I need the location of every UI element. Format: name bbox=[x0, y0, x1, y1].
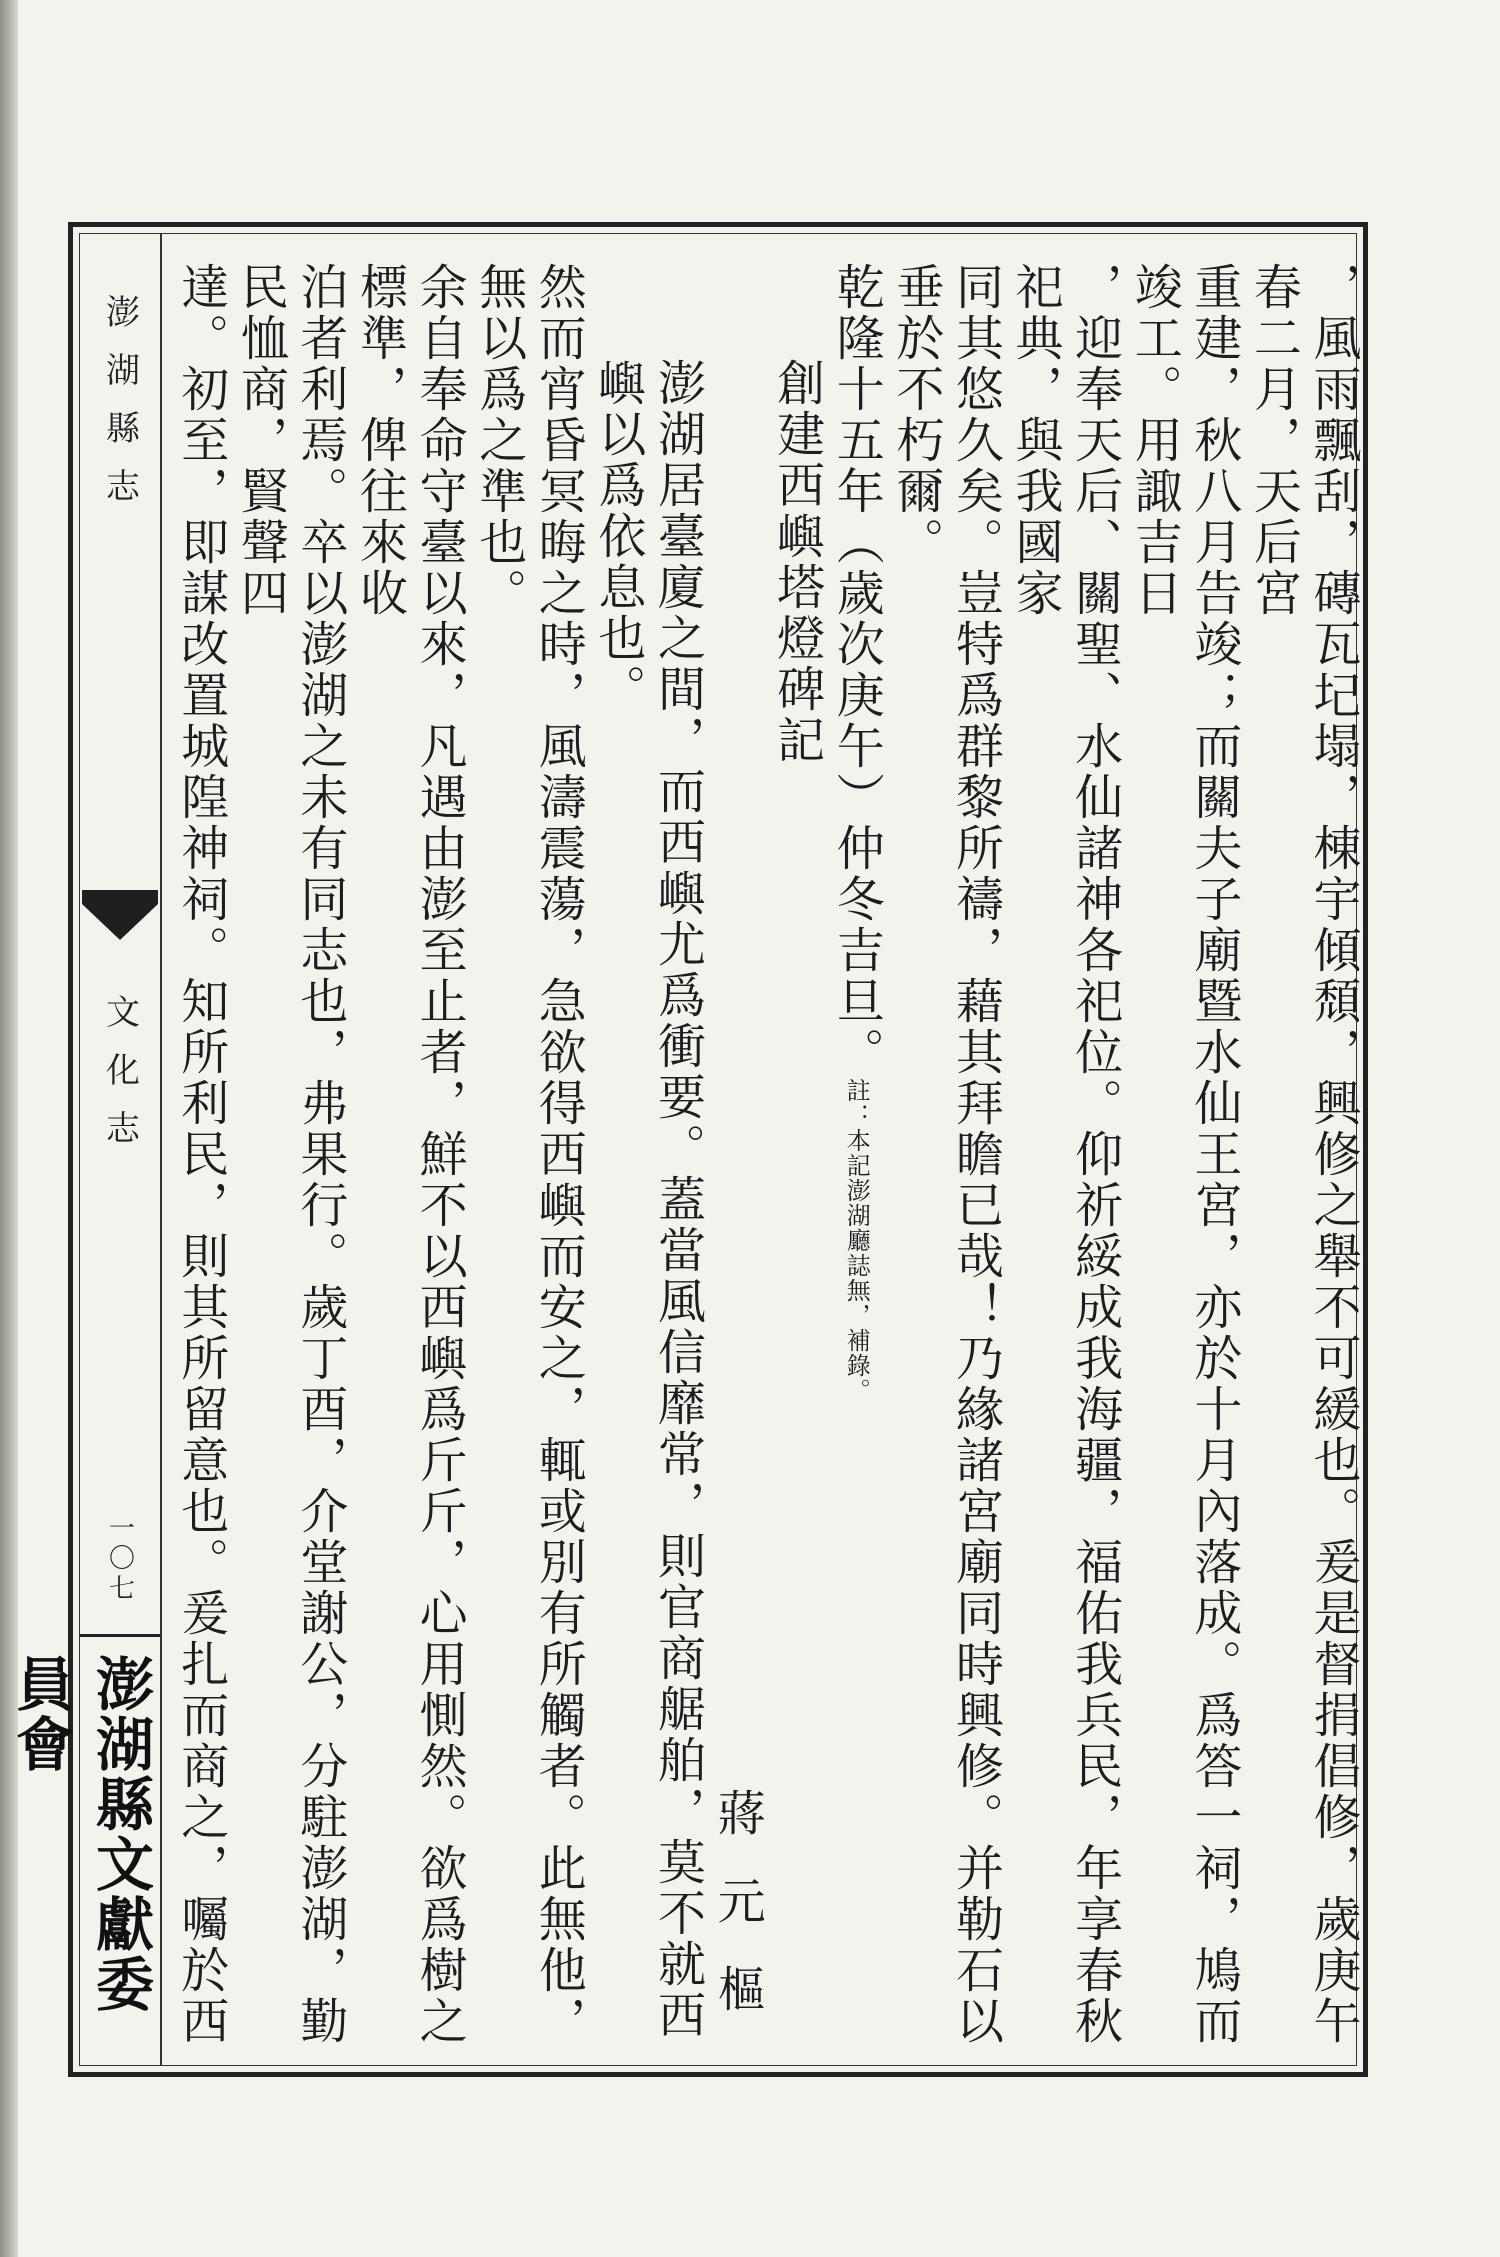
text-column: 然而宵昏冥晦之時，風濤震蕩，急欲得西嶼而安之，輒或別有所觸者。此無他，無以爲之準也。 bbox=[470, 262, 587, 2047]
date-line: 乾隆十五年（歲次庚午）仲冬吉旦。 bbox=[828, 262, 885, 1078]
text-column: 同其悠久矣。豈特爲群黎所禱，藉其拜瞻已哉！乃緣諸宮廟同時興修。并勒石以垂於不朽爾。 bbox=[887, 262, 1004, 2047]
main-text-area bbox=[172, 262, 1362, 2052]
side-margin-strip bbox=[6, 234, 162, 2065]
editor-note: 註：本記澎湖廳誌無，補錄。 bbox=[842, 1078, 871, 1403]
text-column: 余自奉命守臺以來，凡遇由澎至止者，鮮不以西嶼爲斤斤，心用惻然。欲爲樹之標準，俾往來收 bbox=[351, 262, 468, 2047]
page-binding bbox=[0, 0, 18, 2257]
publisher-rule-top bbox=[80, 1634, 160, 1637]
page-frame-inner bbox=[6, 233, 1361, 2066]
text-column: 澎湖居臺廈之間，而西嶼尤爲衝要。蓋當風信靡常，則官商艍舶，莫不就西嶼以爲依息也。 bbox=[589, 358, 706, 2041]
text-column: ，迎奉天后、關聖、水仙諸神各祀位。仰祈綏成我海疆，福佑我兵民，年享春秋祀典，與我國家 bbox=[1007, 262, 1123, 2047]
side-chapter-title: 文化志 bbox=[99, 994, 140, 1168]
fish-tail-mark-icon bbox=[82, 884, 158, 944]
text-column: ，風雨飄刮，磚瓦圮塌，棟宇傾頹，興修之舉不可緩也。爰是督捐倡修，歲庚午春二月，天后宮 bbox=[1245, 262, 1361, 2047]
text-column: 重建，秋八月告竣；而關夫子廟暨水仙王宮，亦於十月內落成。爲答一祠，鳩而竣工。用諏吉日 bbox=[1126, 262, 1242, 2047]
text-column: 達。初至，即謀改置城隍神祠。知所利民，則其所留意也。爰扎而商之，囑於西 bbox=[172, 262, 229, 2047]
text-column-date bbox=[826, 262, 886, 2052]
side-book-title: 澎湖縣志 bbox=[99, 294, 140, 526]
page-sheet bbox=[6, 0, 1500, 2257]
page-frame bbox=[6, 222, 1368, 2077]
article-title: 創建西嶼塔燈碑記 bbox=[768, 358, 825, 766]
publisher-name: 澎湖縣文獻委員會 bbox=[6, 1654, 154, 2014]
text-column: 泊者利焉。卒以澎湖之未有同志也，弗果行。歲丁酉，介堂謝公，分駐澎湖，勤民恤商，賢聲四 bbox=[232, 262, 348, 2047]
side-page-number: 一〇七 bbox=[104, 1514, 135, 1604]
article-author: 蔣元樞 bbox=[709, 1788, 766, 2052]
